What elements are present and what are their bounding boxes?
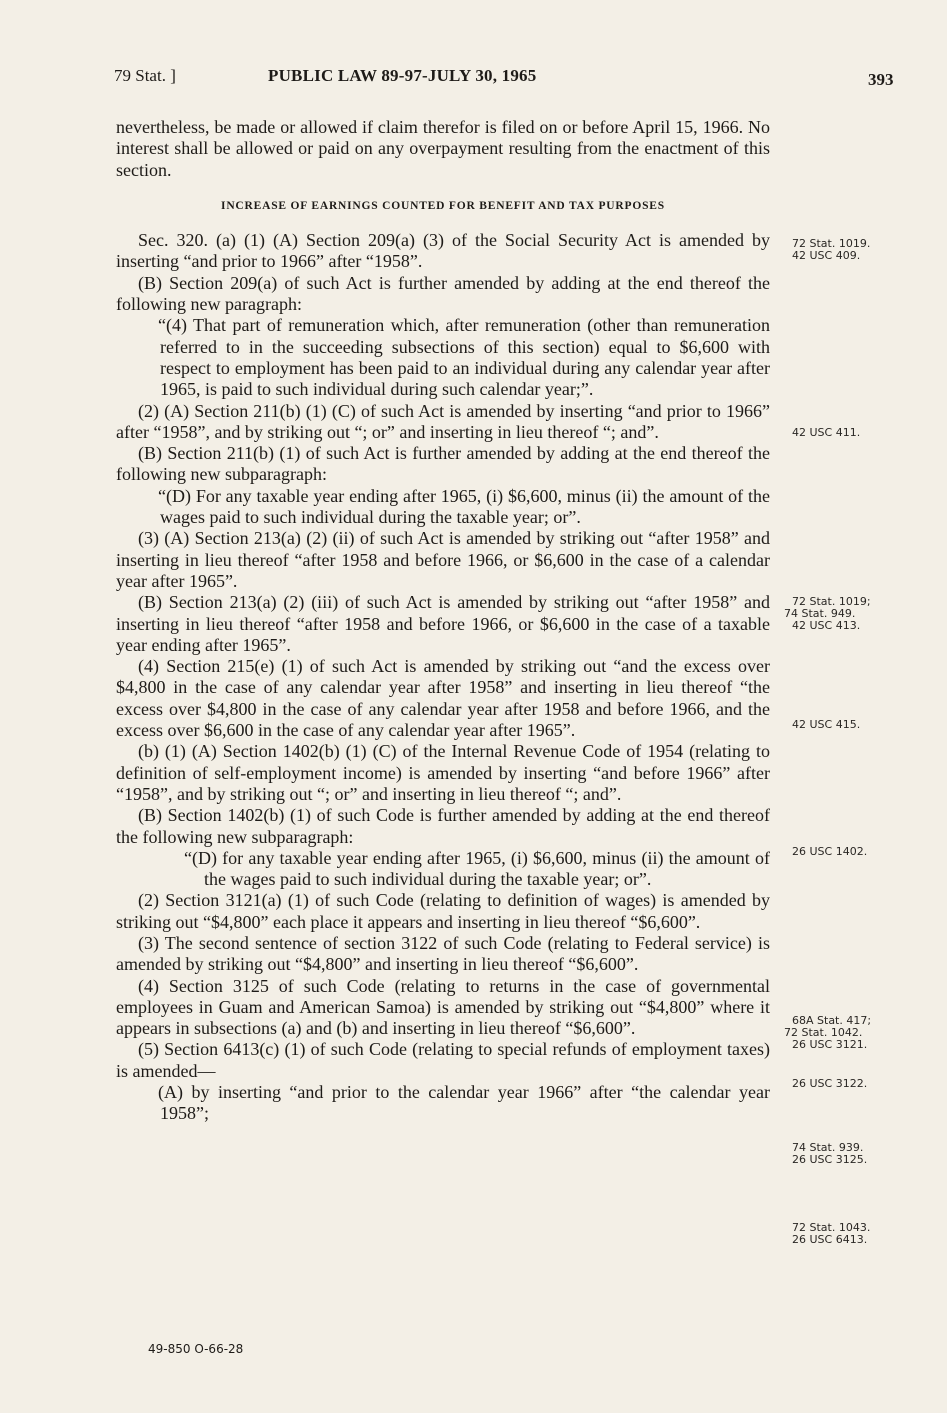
margin-note: 42 USC 409. <box>792 249 861 262</box>
paragraph: (2) Section 3121(a) (1) of such Code (relating to definition of wages) is amended by striking out “$4,800” each place it appears and inserting in lieu thereof “$6,600”. <box>116 890 770 932</box>
paragraph: (5) Section 6413(c) (1) of such Code (relating to special refunds of employment taxes) is amended— <box>116 1039 770 1081</box>
quoted-paragraph: “(D) for any taxable year ending after 1965, (i) $6,600, minus (ii) the amount of the wages paid to such individual during the taxable year; or”. <box>184 847 770 890</box>
volume-reference: 79 Stat. ] <box>114 66 176 85</box>
margin-note: 42 USC 411. <box>792 426 861 439</box>
quoted-paragraph: “(4) That part of remuneration which, after remuneration (other than remuneration referred to in the succeeding subsections of this section) equal to $6,600 with respect to employment has been paid to an individual during any calendar year after 1965, is paid to such individual during such calendar year;”. <box>158 315 770 400</box>
paragraph: (4) Section 215(e) (1) of such Act is amended by striking out “and the excess over $4,800 in the case of any calendar year after 1958” and inserting in lieu thereof “the excess over $4,800 in the case of any calendar year after 1958 and before 1966, and the excess over $6,600 in the case of any calendar year after 1965”. <box>116 656 770 741</box>
page-number: 393 <box>868 70 894 89</box>
margin-note: 26 USC 3121. <box>792 1038 868 1051</box>
margin-note: 72 Stat. 1019. <box>792 237 871 250</box>
paragraph: Sec. 320. (a) (1) (A) Section 209(a) (3) of the Social Security Act is amended by inserting “and prior to 1966” after “1958”. <box>116 230 770 272</box>
margin-note: 72 Stat. 1019; <box>792 595 871 608</box>
margin-note: 42 USC 415. <box>792 718 861 731</box>
paragraph: (4) Section 3125 of such Code (relating to returns in the case of governmental employees in Guam and American Samoa) is amended by striking out “$4,800” where it appears in subsections (a) and (b) and inserting in lieu thereof “$6,600”. <box>116 975 770 1039</box>
margin-note: 72 Stat. 1042. <box>784 1026 863 1039</box>
margin-note: 26 USC 3125. <box>792 1153 868 1166</box>
margin-note: 26 USC 3122. <box>792 1077 868 1090</box>
running-title: PUBLIC LAW 89-97-JULY 30, 1965 <box>268 66 537 85</box>
paragraph: (B) Section 211(b) (1) of such Act is further amended by adding at the end thereof the following new subparagraph: <box>116 443 770 485</box>
margin-note: 72 Stat. 1043. <box>792 1221 871 1234</box>
margin-note: 26 USC 6413. <box>792 1233 868 1246</box>
paragraph: (B) Section 209(a) of such Act is further amended by adding at the end thereof the following new paragraph: <box>116 272 770 315</box>
paragraph: (B) Section 213(a) (2) (iii) of such Act is amended by striking out “after 1958” and inserting in lieu thereof “after 1958 and before 1966, or $6,600 in the case of a taxable year ending after 1965”. <box>116 592 770 655</box>
paragraph: (A) by inserting “and prior to the calendar year 1966” after “the calendar year 1958”; <box>158 1082 770 1124</box>
margin-note: 26 USC 1402. <box>792 845 868 858</box>
margin-note: 68A Stat. 417; <box>792 1014 872 1027</box>
margin-note: 74 Stat. 949. <box>784 607 856 620</box>
paragraph: (B) Section 1402(b) (1) of such Code is further amended by adding at the end thereof the following new subparagraph: <box>116 805 770 847</box>
paragraph: nevertheless, be made or allowed if claim therefor is filed on or before April 15, 1966. No interest shall be allowed or paid on any overpayment resulting from the enactment of this section. <box>116 117 770 180</box>
margin-note: 42 USC 413. <box>792 619 861 632</box>
paragraph: (3) (A) Section 213(a) (2) (ii) of such Act is amended by striking out “after 1958” and inserting in lieu thereof “after 1958 and before 1966, or $6,600 in the case of a calendar year after 1965”. <box>116 528 770 591</box>
print-code: 49-850 O-66-28 <box>148 1342 244 1356</box>
paragraph: (b) (1) (A) Section 1402(b) (1) (C) of the Internal Revenue Code of 1954 (relating to definition of self-employment income) is amended by inserting “and before 1966” after “1958”, and by striking out “; or” and inserting in lieu thereof “; and”. <box>116 741 770 804</box>
quoted-paragraph: “(D) For any taxable year ending after 1965, (i) $6,600, minus (ii) the amount of the wages paid to such individual during the taxable year; or”. <box>158 485 770 528</box>
paragraph: (3) The second sentence of section 3122 of such Code (relating to Federal service) is amended by striking out “$4,800” and inserting in lieu thereof “$6,600”. <box>116 932 770 975</box>
margin-note: 74 Stat. 939. <box>792 1141 864 1154</box>
section-heading: INCREASE OF EARNINGS COUNTED FOR BENEFIT AND TAX PURPOSES <box>221 199 665 212</box>
paragraph: (2) (A) Section 211(b) (1) (C) of such Act is amended by inserting “and prior to 1966” after “1958”, and by striking out “; or” and inserting in lieu thereof “; and”. <box>116 400 770 442</box>
